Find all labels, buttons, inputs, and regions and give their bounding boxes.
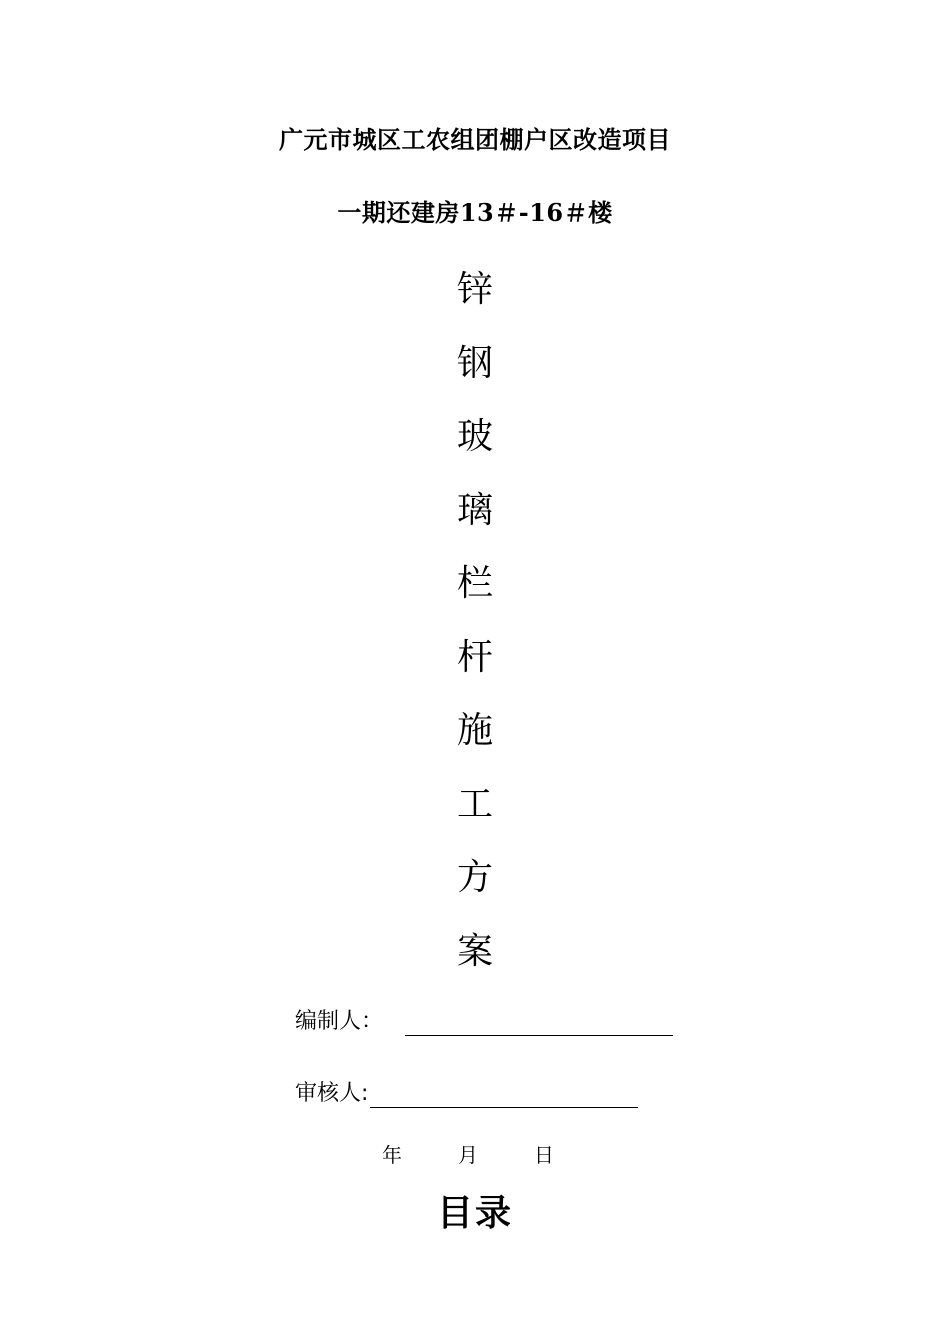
title-char: 锌 xyxy=(456,269,493,310)
date-year-label: 年 xyxy=(382,1143,402,1167)
title-char: 玻 xyxy=(456,416,493,457)
title-char: 璃 xyxy=(456,489,493,531)
title-char: 施 xyxy=(456,710,493,751)
title-char: 工 xyxy=(456,783,493,825)
date-month-label: 月 xyxy=(458,1143,478,1167)
project-subname: 一期还建房13＃-16＃楼 xyxy=(337,198,613,227)
title-char: 钢 xyxy=(456,342,493,384)
title-char: 案 xyxy=(456,930,493,972)
compiler-row xyxy=(295,1008,673,1036)
title-char: 方 xyxy=(456,857,493,898)
reviewer-label: 审核人: xyxy=(295,1081,369,1106)
reviewer-signature-line xyxy=(370,1081,638,1108)
title-char: 杆 xyxy=(456,636,493,678)
document-title-vertical xyxy=(0,262,950,997)
project-name: 广元市城区工农组团棚户区改造项目 xyxy=(279,125,671,154)
compiler-label: 编制人： xyxy=(295,1009,384,1034)
toc-heading: 目录 xyxy=(436,1193,513,1234)
compiler-signature-line xyxy=(405,1009,673,1036)
title-char: 栏 xyxy=(456,563,493,604)
reviewer-row xyxy=(295,1080,638,1108)
date-row xyxy=(0,1142,950,1168)
date-day-label: 日 xyxy=(534,1143,554,1167)
